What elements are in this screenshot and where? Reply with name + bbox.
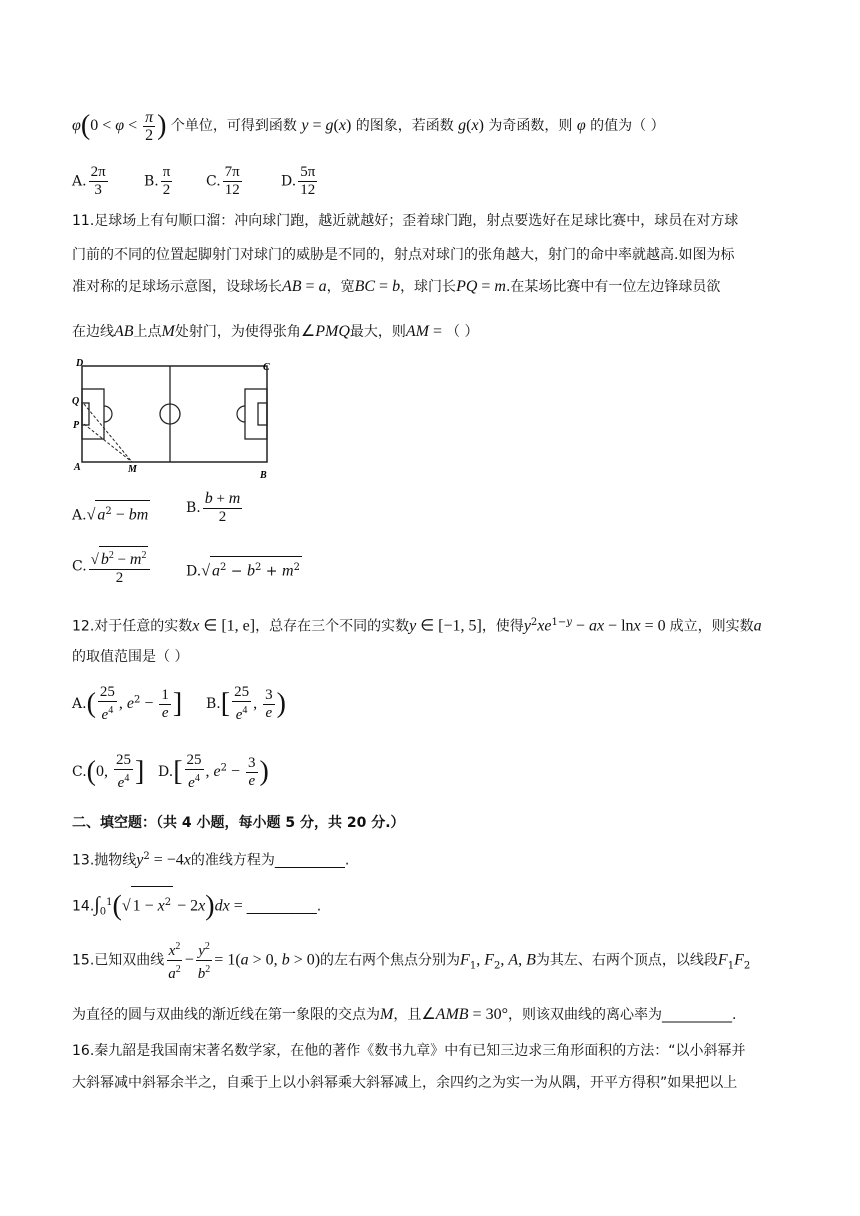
- label-a: A: [74, 462, 81, 473]
- right-penalty-box: [245, 389, 267, 439]
- q10-option-c: C. $\frac{7\pi}{12}$: [206, 164, 240, 198]
- q14: $14.\int_0^1(√$ $1 - x^2 - 2x)dx$ = __________.: [72, 886, 321, 918]
- q11-option-d: D.√ $a^2 - b^2 + m^2$: [186, 556, 302, 583]
- left-penalty-arc: [104, 406, 112, 422]
- q15-line1: 15.已知双曲线 $\frac{x^2}{a^2}$ − $\frac{y^2}{b^2}$ = 1(a > 0, b > 0)的左右两个焦点分别为$F_1$, $F_2$, A, B为其左、右两个顶点，以线段$F_1F_2$: [72, 938, 750, 980]
- soccer-field-figure: [70, 356, 282, 484]
- label-c: C: [263, 362, 270, 373]
- q10-option-a: A. $\frac{2\pi}{3}$: [72, 164, 106, 198]
- q16-line2: 大斜幂减中斜幂余半之，自乘于上以小斜幂乘大斜幂减上，余四约之为实一为从隅，开平方得积”如果把以上: [72, 1075, 738, 1091]
- label-d: D: [76, 358, 84, 369]
- q11-line2: 门前的不同的位置起脚射门对球门的威胁是不同的，射点对球门的张角越大，射门的命中率就越高.如图为标: [72, 247, 735, 263]
- q12-option-c: C.(0, $\frac{25}{e^4}$ ]: [72, 752, 145, 791]
- q11-option-b: B. $\frac{b + m}{2}$: [186, 490, 241, 525]
- q12-option-b: B.[ $\frac{25}{e^4}$ , $\frac{3}{e}$ ): [206, 684, 286, 723]
- q15-line2: 为直径的圆与双曲线的渐近线在第一象限的交点为M，且∠AMB = 30°，则该双曲线的离心率为__________.: [72, 1006, 737, 1023]
- q13: 13.抛物线$y^2 = -4x$的准线方程为__________.: [72, 851, 350, 869]
- q12-option-d: D.[ $\frac{25}{e^4}$ , $e^2$ − $\frac{3}{e}$ ): [158, 752, 269, 791]
- label-b: B: [260, 470, 267, 481]
- q11-line4: 在边线AB上点M处射门，为使得张角∠PMQ最大，则AM = （ ）: [72, 323, 479, 340]
- q10-continuation: φ(0 < φ < $\frac{\pi}{2}$ ) 个单位，可得到函数 y = g(x) 的图象，若函数 g(x) 为奇函数，则 φ 的值为（ ）: [72, 108, 665, 144]
- section-fill-in-title: 二、填空题：（共 4 小题，每小题 5 分，共 20 分.）: [72, 815, 405, 831]
- q16-line1: 16.秦九韶是我国南宋著名数学家，在他的著作《数书九章》中有已知三边求三角形面积的方法：“以小斜幂并: [72, 1043, 746, 1059]
- right-goal-box: [258, 403, 267, 425]
- q12-option-a: A.( $\frac{25}{e^4}$ , $e^2$ − $\frac{1}{e}$ ]: [72, 684, 183, 723]
- line-pm: [84, 424, 132, 462]
- q11-line1: 11.足球场上有句顺口溜：冲向球门跑，越近就越好；歪着球门跑，射点要选好在足球比赛中，球员在对方球: [72, 213, 739, 229]
- q10-option-d: D. $\frac{5\pi}{12}$: [281, 164, 316, 198]
- q10-option-b: B. $\frac{\pi}{2}$: [144, 164, 171, 198]
- q12-line1: 12.对于任意的实数x ∈ [1, e]，总存在三个不同的实数y ∈ [−1, 5]，使得$y^2xe^{1-y}$ − ax − lnx = 0 成立，则实数a: [72, 617, 762, 635]
- line-qm: [84, 404, 132, 462]
- q11-option-c: C. $\frac{√ b^2 - m^2}{2}$: [72, 546, 152, 587]
- right-penalty-arc: [237, 406, 245, 422]
- field-outline: [82, 366, 267, 462]
- q12-line2: 的取值范围是（ ）: [72, 649, 189, 665]
- label-m: M: [128, 464, 137, 475]
- q11-line3: 准对称的足球场示意图，设球场长AB = a，宽BC = b，球门长PQ = m.在某场比赛中有一位左边锋球员欲: [72, 278, 721, 295]
- q11-option-a: A.√ $a^2$ − bm: [72, 500, 150, 527]
- label-p: P: [73, 420, 80, 431]
- label-q: Q: [72, 396, 80, 407]
